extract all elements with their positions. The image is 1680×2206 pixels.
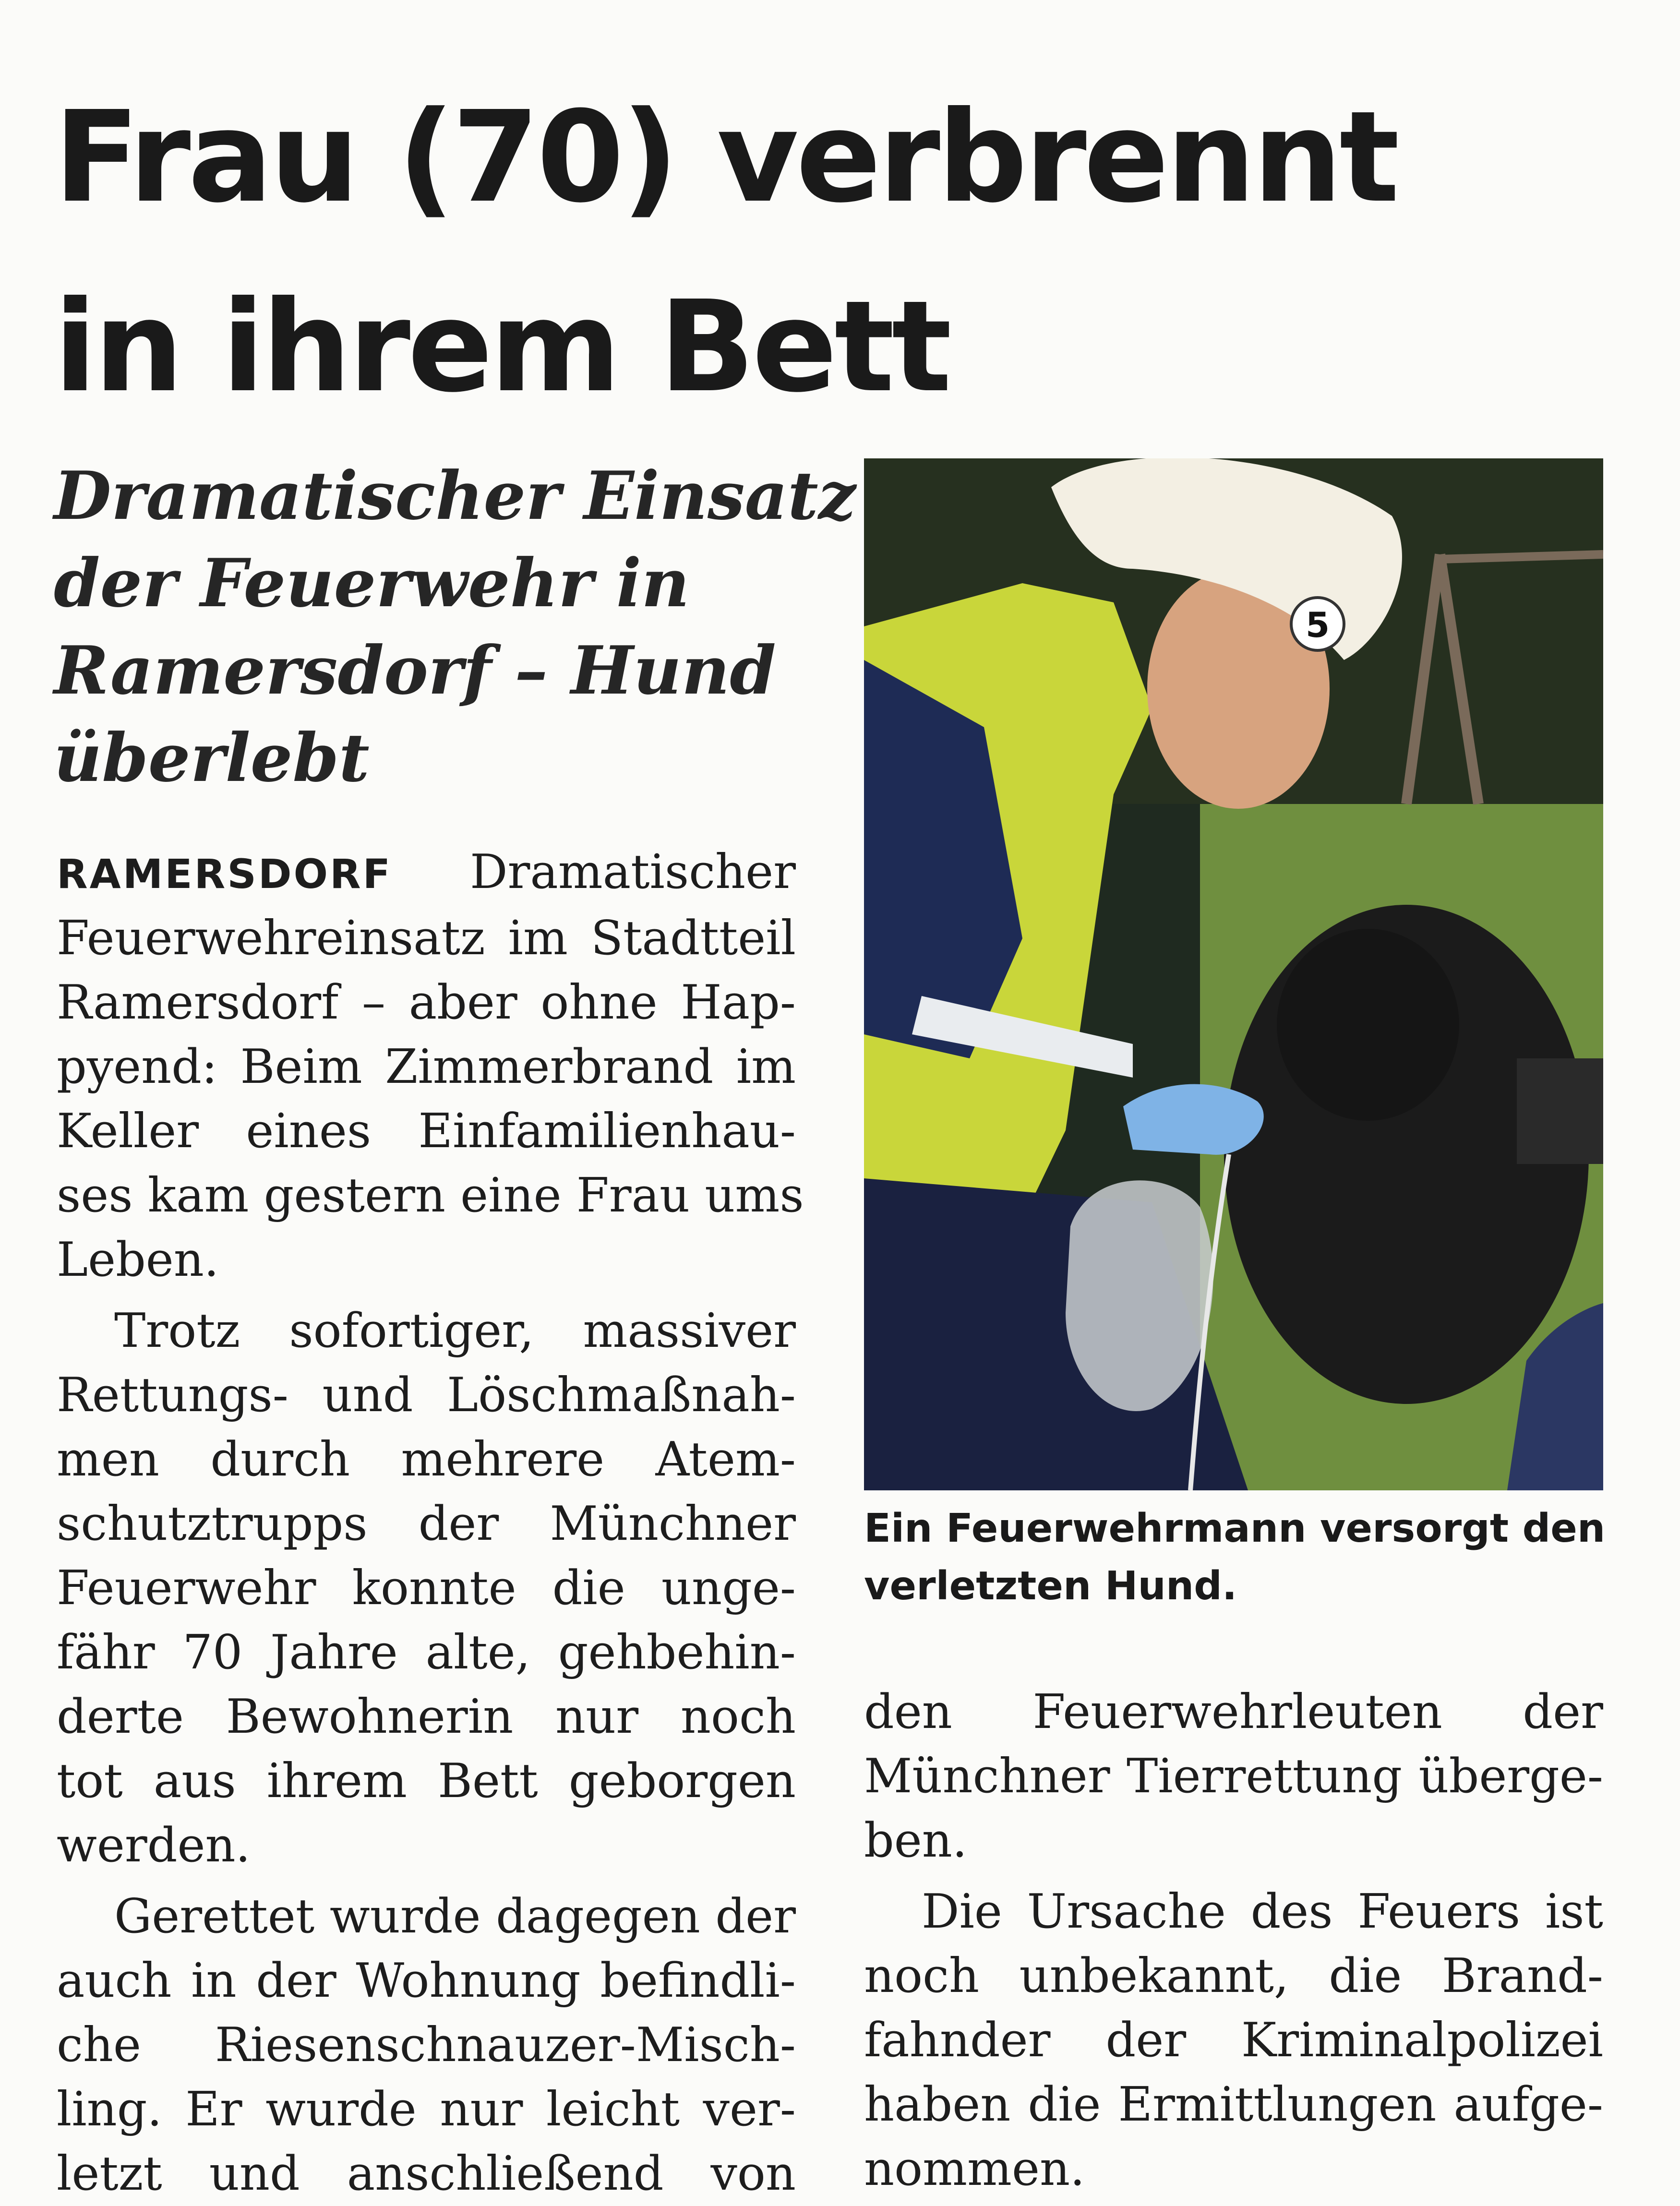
subheadline	[54, 452, 856, 802]
text-line	[57, 840, 796, 906]
text-line: letzt und anschließend von	[57, 2146, 796, 2201]
paragraph-3	[57, 1884, 796, 2206]
blue-glove	[1123, 1084, 1264, 1155]
text-line: den Feuerwehrleuten der	[864, 1685, 1603, 1739]
text-line: Keller eines Einfamilienhau-	[57, 1104, 796, 1159]
text-line: auch in der Wohnung befindli-	[57, 1954, 796, 2008]
paragraph-4	[864, 1680, 1603, 1873]
photo-illustration	[864, 458, 1603, 1490]
text-line: ling. Er wurde nur leicht ver-	[57, 2082, 796, 2137]
article-column-left	[57, 840, 804, 2206]
subheadline-line-3: Ramersdorf – Hund	[54, 631, 776, 709]
text-line: schutztrupps der Münchner	[57, 1497, 796, 1551]
swing-bar	[1440, 554, 1603, 559]
text-line: fähr 70 Jahre alte, gehbehin-	[57, 1625, 796, 1680]
text-line: Dramatischer	[469, 845, 796, 899]
text-line: fahnder der Kriminalpolizei	[864, 2013, 1603, 2068]
text-line: Trotz sofortiger, massiver	[114, 1304, 796, 1358]
photo-caption-line-2: verletzten Hund.	[864, 1563, 1237, 1609]
firefighter-with-dog-photo	[864, 458, 1603, 1490]
paragraph-2	[57, 1299, 796, 1878]
equipment-right	[1517, 1058, 1603, 1164]
photo-caption-line-1: Ein Feuerwehrmann versorgt den	[864, 1506, 1606, 1551]
dateline: RAMERSDORF	[57, 851, 393, 898]
text-line: Münchner Tierrettung überge-	[864, 1749, 1603, 1804]
subheadline-line-4: überlebt	[54, 719, 370, 797]
text-line: che Riesenschnauzer-Misch-	[57, 2018, 796, 2073]
text-line: ben.	[864, 1813, 967, 1868]
article-column-right	[864, 1680, 1603, 2201]
text-line: Ramersdorf – aber ohne Hap-	[57, 975, 796, 1030]
headline	[54, 62, 1494, 442]
text-line: Rettungs- und Löschmaßnah-	[57, 1368, 796, 1423]
text-line: Gerettet wurde dagegen der	[114, 1889, 796, 1944]
helmet-number: 5	[1305, 605, 1330, 645]
text-line: Feuerwehr konnte die unge-	[57, 1561, 796, 1616]
paragraph-1	[57, 840, 804, 1292]
text-line: tot aus ihrem Bett geborgen	[57, 1754, 796, 1809]
text-line: nommen.	[864, 2142, 1085, 2196]
photo-caption	[864, 1500, 1606, 1615]
dog-head	[1277, 929, 1459, 1121]
text-line: noch unbekannt, die Brand-	[864, 1949, 1603, 2003]
text-line: haben die Ermittlungen aufge-	[864, 2077, 1603, 2132]
paragraph-5	[864, 1880, 1603, 2201]
text-line: derte Bewohnerin nur noch	[57, 1690, 796, 1744]
text-line: ses kam gestern eine Frau ums	[57, 1168, 804, 1223]
headline-line-1: Frau (70) verbrennt	[54, 84, 1397, 230]
text-line: Die Ursache des Feuers ist	[922, 1884, 1603, 1939]
text-line: Leben.	[57, 1233, 219, 1287]
text-line: Feuerwehreinsatz im Stadtteil	[57, 911, 796, 966]
text-line: men durch mehrere Atem-	[57, 1432, 796, 1487]
text-line: pyend: Beim Zimmerbrand im	[57, 1040, 796, 1094]
subheadline-line-1: Dramatischer Einsatz	[54, 456, 856, 535]
headline-line-2: in ihrem Bett	[54, 274, 949, 420]
text-line: werden.	[57, 1818, 251, 1873]
subheadline-line-2: der Feuerwehr in	[54, 544, 690, 622]
